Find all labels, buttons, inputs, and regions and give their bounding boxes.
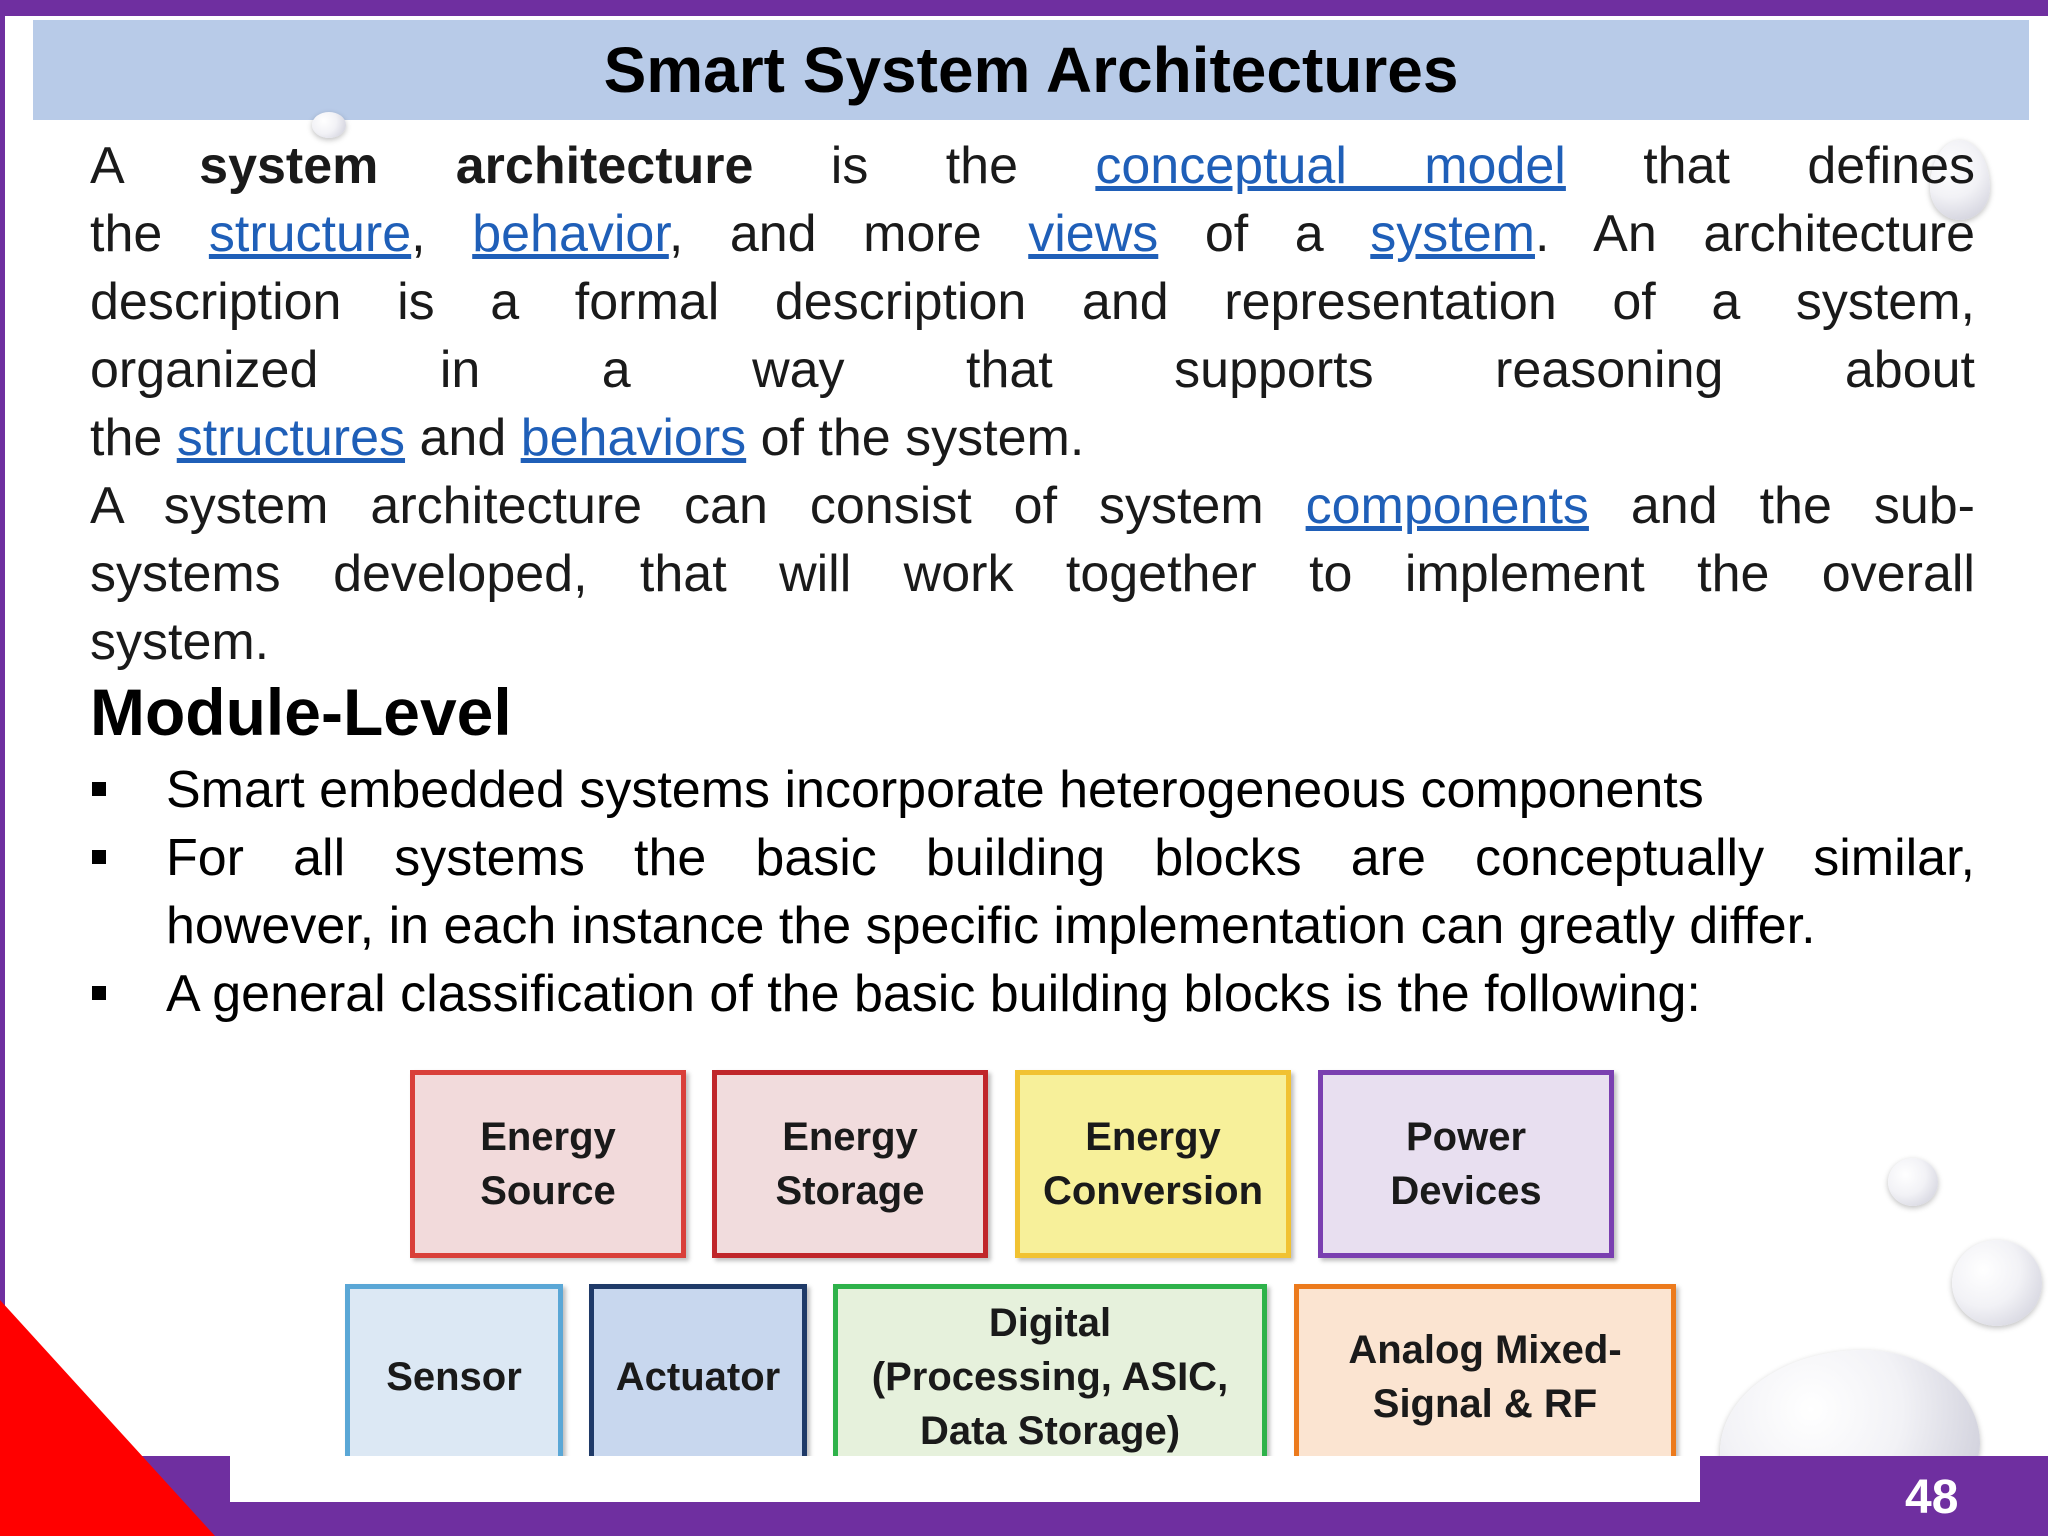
text-run: , <box>411 205 473 263</box>
paragraph-line: organized in a way that supports reasoning about <box>90 341 1975 399</box>
square-bullet-icon <box>92 782 106 796</box>
bullet-text: however, in each instance the specific implementation can greatly differ. <box>166 897 1816 955</box>
link-structures[interactable]: structures <box>176 409 406 467</box>
definition-paragraph <box>90 132 1975 472</box>
link-behaviors[interactable]: behaviors <box>520 409 747 467</box>
paragraph-line <box>90 132 1975 200</box>
paragraph-line <box>90 200 1975 268</box>
bottom-white-notch <box>230 1456 1700 1502</box>
block-power-devices: Power Devices <box>1318 1070 1614 1258</box>
left-accent-strip <box>0 16 5 1456</box>
link-views[interactable]: views <box>1028 205 1159 263</box>
bullet-item <box>90 756 1975 824</box>
block-actuator: Actuator <box>589 1284 807 1470</box>
bullet-text: For all systems the basic building blocks are conceptually similar, <box>166 829 1975 887</box>
square-bullet-icon <box>92 986 106 1000</box>
text-run: A <box>90 137 200 195</box>
top-accent-strip <box>0 0 2048 16</box>
title-bar <box>33 20 2029 120</box>
text-run: , and more <box>668 205 1029 263</box>
components-paragraph <box>90 472 1975 676</box>
text-run: and the sub- <box>1588 477 1975 535</box>
link-structure[interactable]: structure <box>208 205 412 263</box>
text-run: of a <box>1158 205 1371 263</box>
bullet-item <box>90 824 1975 960</box>
text-run: the <box>90 205 209 263</box>
block-digital: Digital (Processing, ASIC, Data Storage) <box>833 1284 1267 1470</box>
text-run: and <box>405 409 521 467</box>
bullet-text: A general classification of the basic building blocks is the following: <box>166 965 1701 1023</box>
text-run: that defines <box>1565 137 1975 195</box>
text-run: . An architecture <box>1534 205 1975 263</box>
text-run: A system architecture can consist of system <box>90 477 1306 535</box>
bullet-list <box>90 756 1975 1028</box>
bullet-item <box>90 960 1975 1028</box>
paragraph-line <box>90 404 1975 472</box>
section-heading: Module-Level <box>90 675 512 749</box>
block-analog-mixed-signal: Analog Mixed- Signal & RF <box>1294 1284 1676 1470</box>
water-drop-decoration <box>1888 1158 1938 1206</box>
link-components[interactable]: components <box>1305 477 1589 535</box>
text-run: the <box>90 409 177 467</box>
link-behavior[interactable]: behavior <box>472 205 669 263</box>
square-bullet-icon <box>92 850 106 864</box>
block-sensor: Sensor <box>345 1284 563 1470</box>
block-energy-storage: Energy Storage <box>712 1070 988 1258</box>
text-run: of the system. <box>746 409 1085 467</box>
paragraph-line: description is a formal description and representation of a system, <box>90 273 1975 331</box>
slide-title: Smart System Architectures <box>603 34 1459 106</box>
block-energy-source: Energy Source <box>410 1070 686 1258</box>
paragraph-line: system. <box>90 613 270 671</box>
block-energy-conversion: Energy Conversion <box>1015 1070 1291 1258</box>
bullet-text: Smart embedded systems incorporate heterogeneous components <box>166 761 1704 819</box>
page-number: 48 <box>1905 1471 1959 1524</box>
text-run: is the <box>753 137 1096 195</box>
red-corner-triangle <box>0 1300 215 1536</box>
link-system[interactable]: system <box>1370 205 1535 263</box>
link-conceptual-model[interactable]: conceptual model <box>1095 137 1566 195</box>
paragraph-line: systems developed, that will work together to implement the overall <box>90 545 1975 603</box>
bold-term: system architecture <box>199 137 754 195</box>
paragraph-line <box>90 472 1975 540</box>
water-drop-decoration <box>1952 1240 2042 1326</box>
